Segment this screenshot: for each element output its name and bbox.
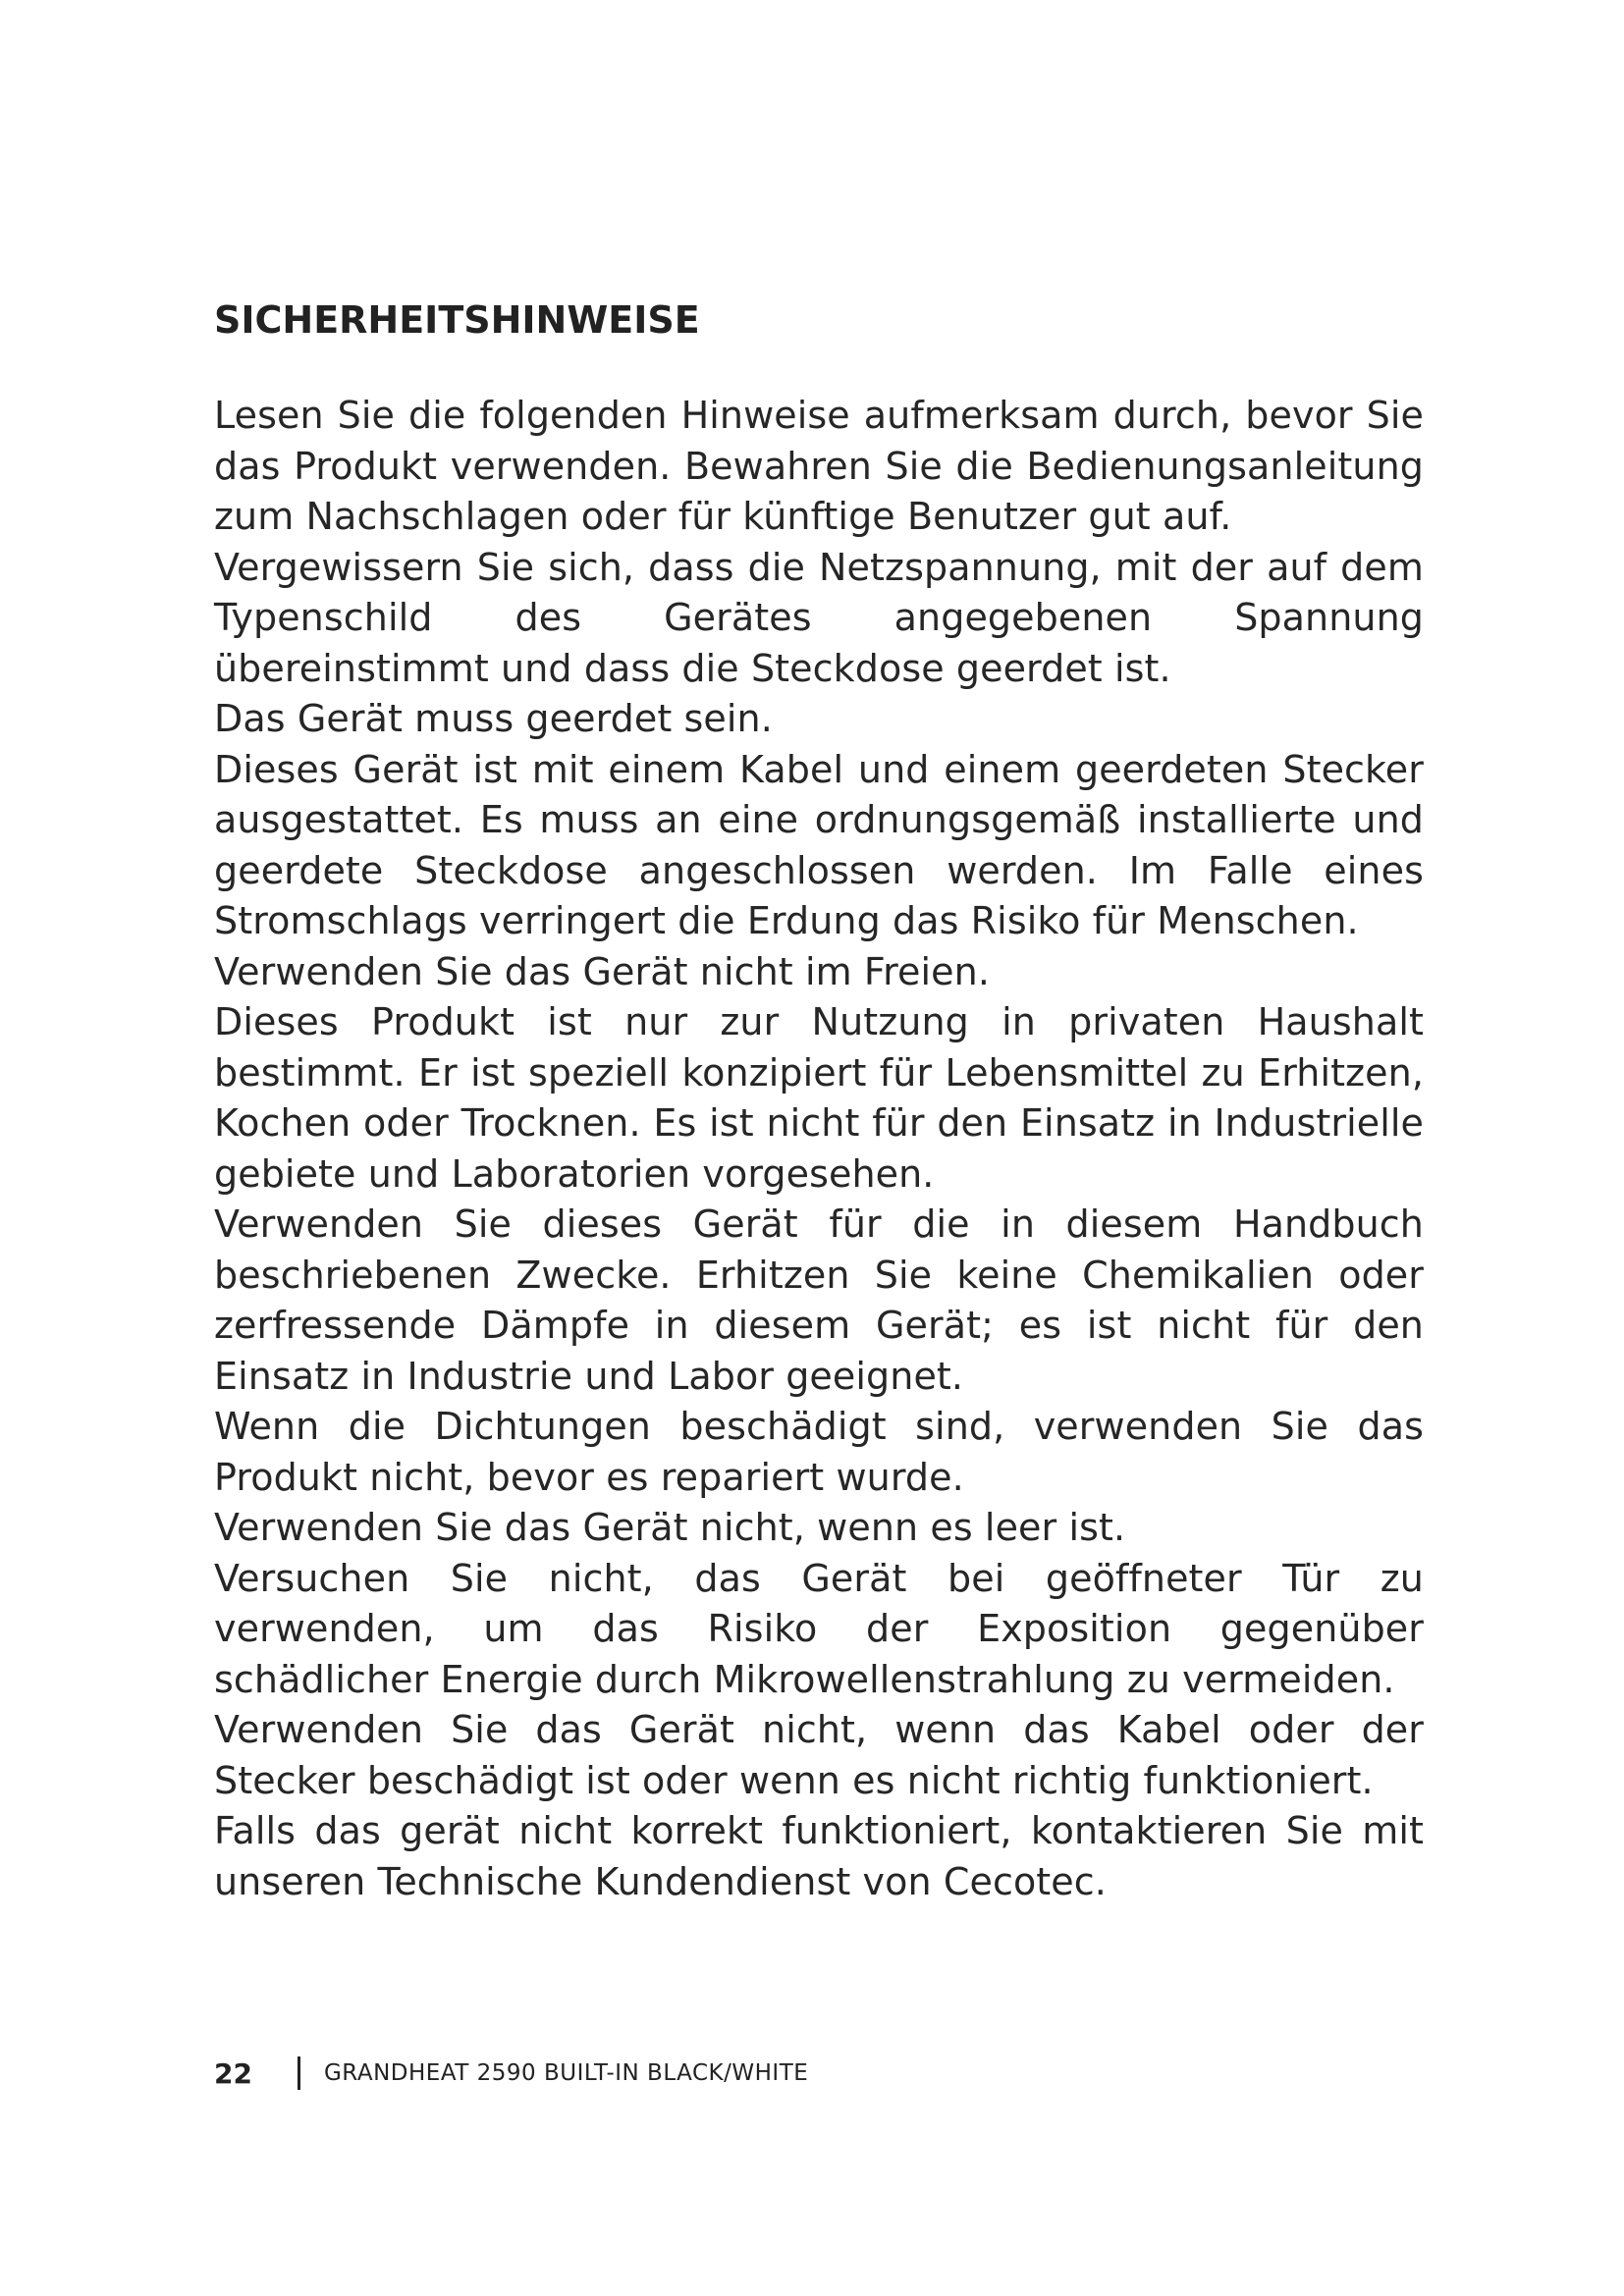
paragraph: Wenn die Dichtungen beschädigt sind, verwenden Sie das Produkt nicht, bevor es repariert wurde. bbox=[214, 1405, 1424, 1499]
paragraph: Verwenden Sie das Gerät nicht, wenn das Kabel oder der Stecker beschädigt ist oder wenn es nicht richtig funktioniert. bbox=[214, 1708, 1424, 1802]
safety-instructions-body bbox=[214, 391, 1424, 1907]
paragraph: Lesen Sie die folgenden Hinweise aufmerksam durch, bevor Sie das Produkt verwenden. Bewahren Sie die Bedienungsanleitung zum Nachschlagen oder für künftige Benutzer gut auf. bbox=[214, 394, 1424, 538]
paragraph: Dieses Gerät ist mit einem Kabel und einem geerdeten Stecker ausgestattet. Es muss an eine ordnungsgemäß installierte und geerdete Steckdose angeschlossen werden. Im Falle eines Stromschlags verringert die Erdung das Risiko für Menschen. bbox=[214, 747, 1424, 942]
footer-divider bbox=[298, 2056, 300, 2090]
page-footer bbox=[214, 2054, 808, 2093]
paragraph: Vergewissern Sie sich, dass die Netzspannung, mit der auf dem Typenschild des Gerätes angegebenen Spannung übereinstimmt und dass die Steckdose geerdet ist. bbox=[214, 545, 1424, 690]
paragraph: Falls das gerät nicht korrekt funktioniert, kontaktieren Sie mit unseren Technische Kundendienst von Cecotec. bbox=[214, 1809, 1424, 1903]
paragraph: Dieses Produkt ist nur zur Nutzung in privaten Haushalt bestimmt. Er ist speziell konzipiert für Lebensmittel zu Erhitzen, Kochen oder Trocknen. Es ist nicht für den Einsatz in Industrielle gebiete und Laboratorien vorgesehen. bbox=[214, 1000, 1424, 1196]
paragraph: Das Gerät muss geerdet sein. bbox=[214, 697, 773, 740]
product-name: GRANDHEAT 2590 BUILT-IN BLACK/WHITE bbox=[323, 2060, 809, 2086]
page-number: 22 bbox=[214, 2056, 252, 2090]
paragraph: Verwenden Sie dieses Gerät für die in diesem Handbuch beschriebenen Zwecke. Erhitzen Sie keine Chemikalien oder zerfressende Dämpfe in diesem Gerät; es ist nicht für den Einsatz in Industrie und Labor geeignet. bbox=[214, 1202, 1424, 1398]
paragraph: Versuchen Sie nicht, das Gerät bei geöffneter Tür zu verwenden, um das Risiko der Exposition gegenüber schädlicher Energie durch Mikrowellenstrahlung zu vermeiden. bbox=[214, 1556, 1424, 1701]
paragraph: Verwenden Sie das Gerät nicht im Freien. bbox=[214, 949, 990, 993]
section-heading: SICHERHEITSHINWEISE bbox=[214, 298, 700, 342]
paragraph: Verwenden Sie das Gerät nicht, wenn es leer ist. bbox=[214, 1506, 1126, 1549]
